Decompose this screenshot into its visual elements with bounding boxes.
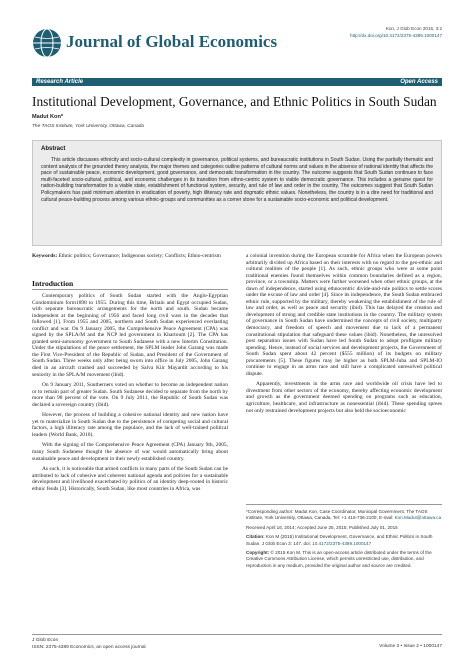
intro-paragraph: As such, it is noticeable that armed conflicts in many parts of the South Sudan can be attributed to lack of cohesive and coherent national agenda and policies for a sustainable development and livelihood exacerbated by politics of an identity deep-rooted in historic ethnic feuds [3]. Historically, South Sudan, like most countries in Africa, was (32, 466, 228, 492)
author-email-link[interactable]: Kon.Madut@ottawa.ca (394, 515, 442, 521)
footer-journal-abbr: J Glob Econ (32, 638, 59, 643)
corresponding-author-note (246, 509, 442, 522)
citation-text-body: Kon M (2015) Institutional Development, Governance, and Ethnic Politics in South Sudan. J Glob Econ 3: 147. doi: (246, 534, 433, 546)
citation-doi-link[interactable]: 10.4172/2375-4389.1000147 (312, 540, 372, 546)
footer-divider (32, 634, 442, 635)
keywords-text: Ethnic politics; Governance; Indigenous society; Conflicts; Ethno-centrism (58, 253, 221, 259)
intro-paragraph: However, the process of building a cohesive national identity and new nation have yet to materialize in South Sudan due to the persistence of competing social and cultural factors, a high illiteracy rate among the populace, and the lack of well-trained political leaders (World Bank, 2010). (32, 412, 228, 438)
abstract-box (32, 140, 442, 246)
copyright-text: © 2015 Kon M. This is an open-access article distributed under the terms of the Creative Commons Attribution License, which permits unrestricted use, distribution, and reproduction in any medium, provided the original author and source are credited. (246, 550, 432, 568)
journal-logo-icon (32, 28, 62, 58)
journal-title: Journal of Global Economics (66, 32, 278, 51)
author-name: Madut Kon* (32, 114, 64, 120)
copyright-label: Copyright: (246, 550, 270, 556)
footer-journal-info (32, 637, 146, 651)
dates-note: Received April 16, 2014; Accepted June 25, 2015; Published July 01, 2015 (246, 524, 398, 530)
article-type-banner (32, 78, 442, 86)
copyright-note (246, 550, 442, 569)
right-column-body (246, 253, 442, 503)
body-paragraph: Apparently, investments in the arms race and worldwide oil crisis have led to divestment from other sectors of the economy, thereby affecting economic development and growth as the government deemed spending on programs such as education, agriculture, healthcare, and infrastructure as nonessential (ibid). These spending sprees not only restrained development projects but also held the socioeconomic (246, 381, 442, 414)
corresponding-author-text: *Corresponding author: Madut Kon, Case Coordinator, Municipal Government, The TAOS Institute, York University, Ottawa, Canada, Tel: +1 416-736-2100; E-mail: (246, 509, 428, 521)
citation-note (246, 534, 442, 547)
left-column-body (32, 293, 228, 628)
intro-paragraph: Contemporary politics of South Sudan started with the Anglo-Egyptian Condominium form1898 to 1955. During this time, Britain and Egypt occupied Sudan, with separate bureaucratic arrangements for the north and south. Sudan became independent at the beginning of 1956 and faced long civil wars in the decades that followed [1]. From 1955 and 2005, northern and South Sudan experienced everlasting conflict and war. On 9 January 2005, the Comprehensive Peace Agreement (CPA) was signed by the SPLA/M and the NCP led government in Khartoum [2]. The CPA has granted semi-autonomy government to South Sudanese with a new Interim Constitution. Under the stipulations of the peace settlement, the SPLM leader John Garang was made the First Vice-President of the Republic of Sudan, and President of the Government of South Sudan. Three weeks only after being sworn into office in July 2005, John Garang died in an aircraft crashed and succeeded by Salva Kiir Mayardit according to his seniority in the SPLA/M movement (ibid). (32, 293, 228, 378)
citation-text: Kon, J Glob Econ 2015, 3:2 (385, 26, 442, 31)
abstract-text: This article discusses ethnicity and socio-cultural complexity in governance, political systems, and bureaucratic institutions in South Sudan. Using the partially thematic and content analysis of the grounded theory analysis, the major themes and categories outline patterns of cultural norms and values in the absence of national identity that affects the pace of sustainable peace, economic development, good governance, and democratic transformation in the country. The outcome suggests that South Sudan continues to face multi-faceted socio-cultural, political, and economic challenges in its transition from ethno-centric system to viable democratic governance. This includes a genuine quest for nation-building transformation to a viable state, establishment of functional system, security, and rule of law and order in the country. The outcomes suggest that South Sudan Policymakers has paid minimum attention in eradication of poverty, high illiteracy rate and dogmatic ethnic values. Nonetheless, the country is in a dire need for traditional and cultural peace-building process among various ethnic-groups and communities as a corner stone for a sustainable socio-economic and political development. (41, 157, 433, 203)
body-paragraph: a colonial invention during the European scramble for Africa when the European powers arbitrarily divided up Africa based on their interests with no regard to the geo-ethnic and cultural realities of the people [1]. As such, ethnic groups who were at some point traditional enemies found themselves within common boundaries defined as a region, province, or a township. Matters were further worsened when other ethnic groups, at the dawn of independence, started using ethnocentric divide-and-rule politics to settle scores under the excuse of law and order [4]. Since its independence, the South Sudan embraced ethnic rule, supported by the military, thereby weakening the establishment of the rule of law and order, as well as peace and security (ibid). This has delayed the creation and development of strong and credible state institutions in the country. The military system of governance in South Sudan have undermined the concepts of civil society, multiparty democracy, and freedom of speech and movement due to lack of a permanent constitutional stipulation that safeguard these values (ibid). Nonetheless, the unresolved post separation issues with Sudan have led South Sudan to adopt profligate military spending. Hence, instead of social services and development projects, the Government of South Sudan spent about 42 percent ($555 million) of its budgets on military procurements [5]. These figures may be higher as both SPLM-Juba and SPLM-IO continue to engage in an arms race and still have a complicated unresolved political dispute. (246, 253, 442, 377)
header-citation (350, 26, 442, 39)
author-affiliation: The TAOS Institute, York University, Ottawa, Canada (32, 124, 144, 129)
citation-label: Citation: (246, 534, 265, 540)
section-divider (32, 289, 228, 290)
section-heading-introduction: Introduction (32, 279, 74, 288)
intro-paragraph: With the signing of the Comprehensive Peace Agreement (CPA) January 9th, 2005, many South Sudanese thought the absence of war would automatically bring about sustainable peace and development in their newly established country. (32, 442, 228, 462)
footer-issn: ISSN: 2375-4389 Economics, an open access journal (32, 645, 146, 650)
article-notes (246, 504, 442, 626)
article-title: Institutional Development, Governance, and Ethnic Politics in South Sudan (32, 94, 437, 109)
abstract-heading: Abstract (41, 146, 66, 152)
keywords (32, 253, 228, 260)
journal-header (32, 22, 442, 74)
intro-paragraph: On 9 January 2011, Southerners voted on whether to become an independent nation or to remain part of greater Sudan. South Sudanese decided to separate from the north by more than 98 percent of the vote. On 9 July 2011, the Republic of South Sudan was declared a sovereign country (ibid). (32, 382, 228, 408)
banner-article-type: Research Article (36, 79, 84, 85)
banner-open-access: Open Access (400, 79, 438, 85)
keywords-label: Keywords: (32, 253, 58, 259)
footer-volume: Volume 3 • Issue 2 • 1000147 (379, 644, 442, 649)
doi-link[interactable]: http://dx.doi.org/10.4172/2375-4389.1000147 (350, 32, 442, 38)
